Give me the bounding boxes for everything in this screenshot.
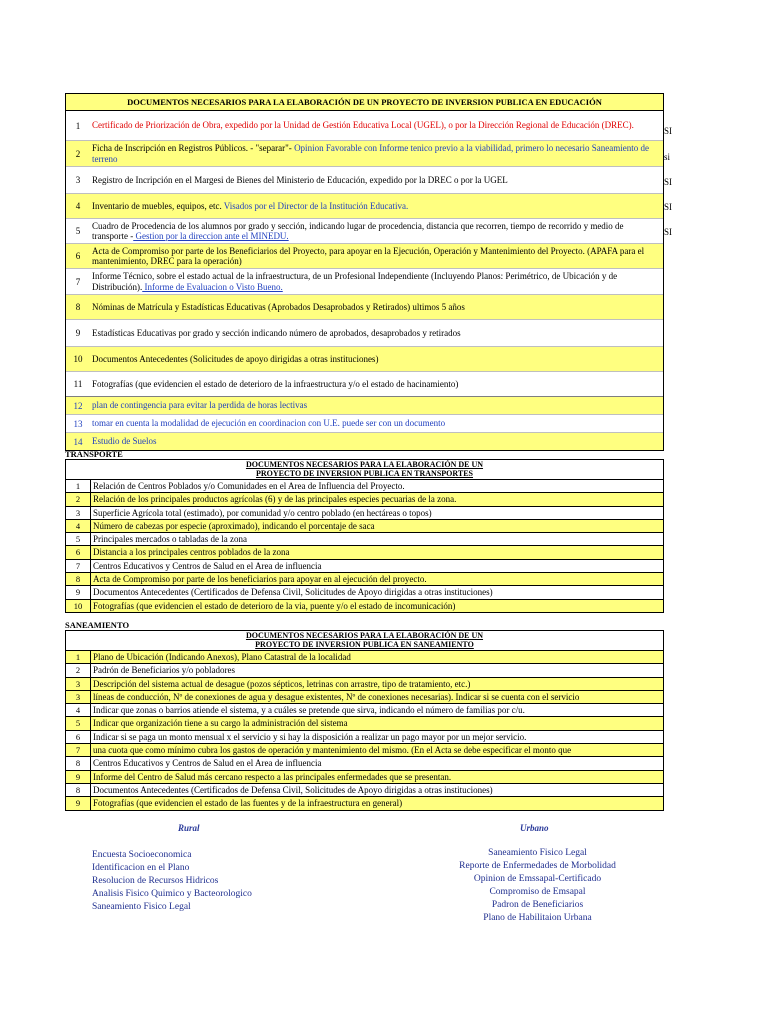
row-text: Informe Técnico, sobre el estado actual de la infraestructura, de un Profesional Independiente (Incluyendo Planos: Perimétrico, de Ubicación y de Distribución). — [92, 271, 618, 292]
row-text: Inventario de muebles, equipos, etc. — [92, 200, 222, 211]
saneamiento-table-title — [66, 631, 663, 651]
row-number: 2 — [66, 664, 91, 676]
row-number: 1 — [75, 120, 81, 131]
table-row — [66, 678, 663, 691]
si-marker: SI — [664, 202, 673, 212]
row-text: Centros Educativos y Centros de Salud en el Area de influencia — [93, 560, 322, 571]
title-line-1: DOCUMENTOS NECESARIOS PARA LA ELABORACIÓN DE UN — [245, 460, 484, 469]
row-text: Ficha de Inscripción en Registros Públicos. - "separar"- — [92, 143, 292, 153]
list-item: Saneamiento Fisico Legal — [92, 902, 191, 912]
table-row — [66, 493, 663, 506]
row-number: 9 — [75, 328, 81, 338]
row-text: Indicar que zonas o barrios atiende el sistema, y a cuáles se pretende que sirva, indicando el número de familias por c/u. — [93, 705, 525, 716]
list-item: Saneamiento Fisico Legal — [488, 848, 587, 858]
row-number: 9 — [66, 771, 91, 783]
table-row — [66, 546, 663, 559]
row-text: Relación de los principales productos agrícolas (6) y de las principales especies pecuarias de la zona. — [93, 494, 457, 505]
row-text: Fotografías (que evidencien el estado de las fuentes y de la infraestructura en general) — [93, 798, 403, 809]
row-number: 9 — [66, 586, 91, 598]
row-note: Gestion por la direccion ante el MINEDU. — [133, 231, 289, 241]
row-number: 14 — [73, 436, 83, 447]
row-number: 2 — [75, 148, 81, 159]
si-marker: SI — [664, 177, 673, 187]
table-row — [66, 533, 663, 546]
table-row — [66, 167, 663, 194]
table-row — [66, 717, 663, 730]
row-text: Principales mercados o tabladas de la zona — [93, 534, 247, 545]
row-text: Fotografías (que evidencien el estado de deterioro de la infraestructura y/o el estado de hacinamiento) — [92, 378, 459, 389]
table-row — [66, 194, 663, 219]
row-text: Superficie Agrícola total (estimado), por comunidad y/o centro poblado (en hectáreas o topos) — [93, 507, 432, 518]
row-text: Centros Educativos y Centros de Salud en el Area de influencia — [93, 758, 322, 769]
row-text: Estudio de Suelos — [92, 436, 157, 447]
table-row — [66, 111, 663, 141]
table-row — [66, 480, 663, 493]
row-text: Acta de Compromiso por parte de los Beneficiarios del Proyecto, para apoyar en la Ejecución, Operación y Mantenimiento del Proyecto. (APAFA para el mantenimiento, DREC para la operación) — [92, 245, 645, 266]
row-number: 5 — [75, 226, 81, 236]
row-text: Número de cabezas por especie (aproximado), indicando el porcentaje de saca — [93, 520, 375, 531]
row-number: 8 — [66, 573, 91, 585]
table-row — [66, 573, 663, 586]
table-row — [66, 141, 663, 167]
row-number: 6 — [75, 251, 81, 261]
row-number: 4 — [66, 704, 91, 716]
transporte-table-title — [66, 460, 663, 480]
row-number: 6 — [66, 546, 91, 558]
table-row — [66, 771, 663, 784]
list-item: Resolucion de Recursos Hidricos — [92, 876, 219, 886]
saneamiento-label: SANEAMIENTO — [65, 620, 130, 630]
education-table-title: DOCUMENTOS NECESARIOS PARA LA ELABORACIÓN DE UN PROYECTO DE INVERSION PUBLICA EN EDUCACIÓN — [66, 94, 663, 111]
rural-list — [92, 849, 252, 914]
table-row — [66, 507, 663, 520]
table-row — [66, 433, 663, 450]
table-row — [66, 784, 663, 797]
row-text: Descripción del sistema actual de desague (pozos sépticos, letrinas con arrastre, tipo de tratamiento, etc.) — [93, 678, 471, 689]
row-number: 7 — [75, 276, 81, 287]
row-text: líneas de conducción, Nº de conexiones de agua y desague existentes, Nº de conexiones necesarias). Indicar si se cuenta con el servicio — [93, 691, 580, 702]
title-line-1: DOCUMENTOS NECESARIOS PARA LA ELABORACIÓN DE UN — [245, 631, 484, 640]
si-marker: SI — [664, 126, 673, 136]
row-text: Padrón de Beneficiarios y/o pobladores — [93, 665, 235, 676]
row-text: Distancia a los principales centros poblados de la zona — [93, 547, 290, 558]
row-number: 8 — [75, 302, 81, 312]
row-text: Indicar si se paga un monto mensual x el servicio y si hay la disposición a realizar un pago mayor por un mejor servicio. — [93, 731, 527, 742]
row-text: tomar en cuenta la modalidad de ejecución en coordinacion con U.E. puede ser con un documento — [92, 418, 446, 429]
table-row — [66, 244, 663, 269]
saneamiento-table — [65, 630, 664, 811]
list-item: Padron de Beneficiarios — [491, 900, 584, 910]
row-number: 4 — [66, 520, 91, 532]
row-number: 10 — [66, 600, 91, 612]
row-number: 9 — [66, 797, 91, 809]
row-number: 1 — [66, 651, 91, 663]
table-row — [66, 651, 663, 664]
row-number: 5 — [66, 717, 91, 729]
row-text: Documentos Antecedentes (Certificados de Defensa Civil, Solicitudes de Apoyo dirigidas a otras instituciones) — [93, 784, 493, 795]
row-number: 1 — [66, 480, 91, 492]
row-number: 12 — [73, 400, 83, 411]
list-item: Reporte de Enfermedades de Morbolidad — [459, 861, 616, 871]
table-row — [66, 415, 663, 433]
row-number: 7 — [66, 744, 91, 756]
row-note: Informe de Evaluacion o Visto Bueno. — [142, 281, 283, 292]
si-marker: si — [664, 152, 671, 162]
row-text: Informe del Centro de Salud más cercano respecto a las principales enfermedades que se presentan. — [93, 771, 452, 782]
row-text: Acta de Compromiso por parte de los beneficiarios para apoyar en al ejecución del proyecto. — [93, 574, 427, 585]
row-number: 13 — [73, 418, 83, 429]
table-row — [66, 586, 663, 599]
row-number: 11 — [73, 379, 83, 389]
si-marker: SI — [664, 227, 673, 237]
urbano-heading: Urbano — [520, 823, 549, 833]
table-row — [66, 347, 663, 372]
row-number: 7 — [66, 560, 91, 572]
row-text: Registro de Incripción en el Margesi de Bienes del Ministerio de Educación, expedido por la DREC o por la UGEL — [92, 174, 508, 185]
table-row — [66, 757, 663, 770]
list-item: Analisis Fisico Quimico y Bacteorologico — [92, 889, 252, 899]
row-text: Fotografías (que evidencien el estado de deterioro de la via, puente y/o el estado de incomunicación) — [93, 600, 456, 611]
row-number: 8 — [66, 784, 91, 796]
transporte-label: TRANSPORTE — [65, 449, 123, 459]
title-line-2: PROYECTO DE INVERSION PUBLICA EN SANEAMIENTO — [255, 639, 474, 649]
row-text: Estadísticas Educativas por grado y sección indicando número de aprobados, desaprobados y retirados — [92, 327, 461, 338]
list-item: Plano de Habilitaion Urbana — [483, 913, 592, 923]
row-number: 3 — [66, 507, 91, 519]
row-number: 4 — [75, 201, 81, 211]
table-row — [66, 372, 663, 397]
row-number: 6 — [66, 731, 91, 743]
row-text: Plano de Ubicación (Indicando Anexos), Plano Catastral de la localidad — [93, 652, 351, 662]
table-row — [66, 295, 663, 320]
urbano-list — [430, 847, 645, 925]
row-number: 3 — [66, 691, 91, 703]
table-row — [66, 664, 663, 677]
row-text: Documentos Antecedentes (Solicitudes de apoyo dirigidas a otras instituciones) — [92, 353, 379, 364]
title-line-2: PROYECTO DE INVERSION PUBLICA EN TRANSPORTES — [255, 468, 474, 478]
table-row — [66, 320, 663, 347]
row-text: Documentos Antecedentes (Certificados de Defensa Civil, Solicitudes de Apoyo dirigidas a otras instituciones) — [93, 587, 493, 598]
row-text: Nóminas de Matrícula y Estadísticas Educativas (Aprobados Desaprobados y Retirados) ultimos 5 años — [92, 301, 465, 312]
transporte-table — [65, 459, 664, 613]
education-table — [65, 93, 664, 451]
row-number: 8 — [66, 757, 91, 769]
row-number: 10 — [73, 354, 83, 364]
row-number: 3 — [66, 678, 91, 690]
table-row — [66, 731, 663, 744]
row-number: 5 — [66, 533, 91, 545]
row-text: Relación de Centros Poblados y/o Comunidades en el Area de Influencia del Proyecto. — [93, 481, 405, 491]
row-text: una cuota que como mínimo cubra los gastos de operación y mantenimiento del mismo. (En el Acta se debe especificar el monto que — [93, 745, 572, 756]
row-text: Indicar que organización tiene a su cargo la administración del sistema — [93, 718, 348, 729]
row-note: Visados por el Director de la Institución Educativa. — [221, 200, 409, 211]
list-item: Compromiso de Emsapal — [489, 887, 586, 897]
row-text: Certificado de Priorización de Obra, expedido por la Unidad de Gestión Educativa Local (UGEL), o por la Dirección Regional de Educación (DREC). — [92, 120, 634, 131]
row-note: Opinion Favorable con Informe tenico previo a la viabilidad, primero lo necesario Saneamiento de terreno — [92, 143, 649, 164]
row-number: 2 — [66, 493, 91, 505]
table-row — [66, 600, 663, 612]
table-row — [66, 704, 663, 717]
row-text: plan de contingencia para evitar la perdida de horas lectivas — [92, 400, 308, 411]
table-row — [66, 397, 663, 415]
table-row — [66, 560, 663, 573]
row-text: Cuadro de Procedencia de los alumnos por grado y sección, indicando lugar de procedencia, distancia que recorren, tiempo de recorrido y medio de transporte - — [92, 220, 624, 241]
row-number: 3 — [75, 175, 81, 185]
table-row — [66, 269, 663, 295]
list-item: Identificacion en el Plano — [92, 863, 190, 873]
rural-heading: Rural — [178, 823, 200, 833]
table-row — [66, 797, 663, 809]
table-row — [66, 520, 663, 533]
list-item: Opinion de Emssapal-Certificado — [473, 874, 602, 884]
list-item: Encuesta Socioeconomica — [92, 850, 192, 860]
table-row — [66, 744, 663, 757]
table-row — [66, 691, 663, 704]
table-row — [66, 219, 663, 244]
